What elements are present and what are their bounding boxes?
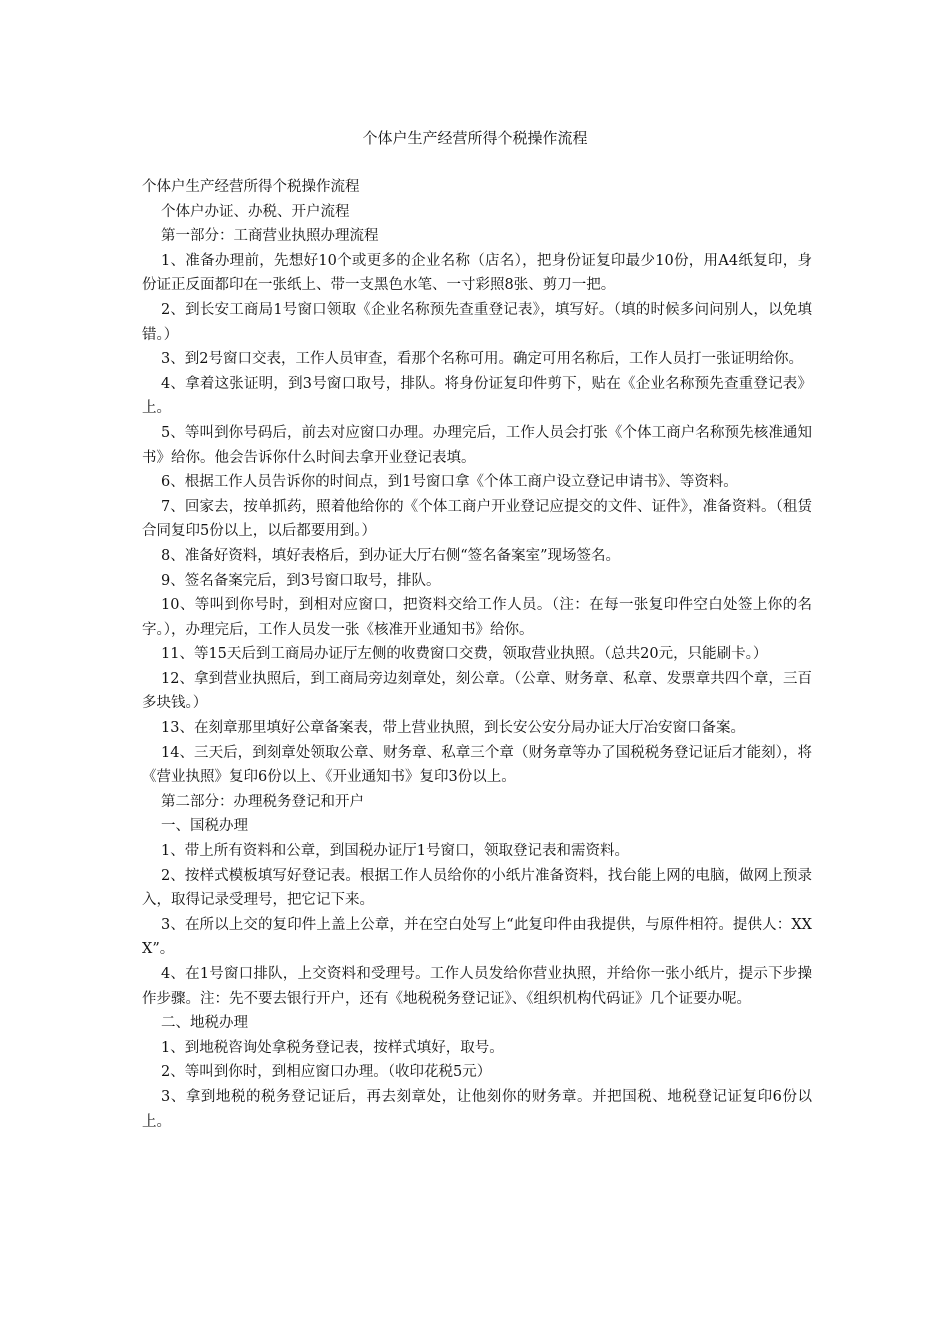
paragraph-step: 3、到2号窗口交表，工作人员审查，看那个名称可用。确定可用名称后，工作人员打一张证明给你。	[161, 351, 803, 368]
paragraph-step: 9、签名备案完后，到3号窗口取号，排队。	[161, 572, 441, 589]
paragraph-step: 1、到地税咨询处拿税务登记表，按样式填好，取号。	[161, 1039, 504, 1056]
paragraph-step: 4、在1号窗口排队，上交资料和受理号。工作人员发给你营业执照，并给你一张小纸片，提示下步操作步骤。注：先不要去银行开户，还有《地税税务登记证》、《组织机构代码证》几个证要办呢。	[142, 966, 812, 1007]
paragraph-step: 12、拿到营业执照后，到工商局旁边刻章处，刻公章。（公章、财务章、私章、发票章共四个章，三百多块钱。）	[142, 670, 812, 712]
paragraph-step: 11、等15天后到工商局办证厅左侧的收费窗口交费，领取营业执照。（总共20元，只能刷卡。）	[161, 646, 768, 663]
paragraph-step: 1、带上所有资料和公章，到国税办证厅1号窗口，领取登记表和需资料。	[161, 843, 629, 860]
paragraph-step: 1、准备办理前，先想好10个或更多的企业名称（店名），把身份证复印最少10份，用A4纸复印，身份证正反面都印在一张纸上、带一支黑色水笔、一寸彩照8张、剪刀一把。	[142, 252, 812, 294]
paragraph-step: 3、在所以上交的复印件上盖上公章，并在空白处写上“此复印件由我提供，与原件相符。提供人：XXX”。	[142, 916, 812, 958]
paragraph-step: 8、准备好资料，填好表格后，到办证大厅右侧“签名备案室”现场签名。	[161, 547, 621, 564]
subsection-heading-local-tax: 二、地税办理	[161, 1015, 248, 1032]
document-body	[142, 175, 812, 1134]
section-heading-part-two: 第二部分：办理税务登记和开户	[161, 793, 364, 810]
paragraph-subheading: 个体户办证、办税、开户流程	[161, 203, 350, 220]
paragraph-step: 2、等叫到你时，到相应窗口办理。（收印花税5元）	[161, 1064, 492, 1081]
paragraph-heading: 个体户生产经营所得个税操作流程	[142, 179, 360, 195]
paragraph-step: 6、根据工作人员告诉你的时间点，到1号窗口拿《个体工商户设立登记申请书》、等资料。	[161, 474, 738, 491]
paragraph-step: 2、按样式模板填写好登记表。根据工作人员给你的小纸片准备资料，找台能上网的电脑，做网上预录入，取得记录受理号，把它记下来。	[142, 867, 812, 909]
document-title: 个体户生产经营所得个税操作流程	[362, 129, 588, 147]
section-heading-part-one: 第一部分：工商营业执照办理流程	[161, 228, 379, 245]
paragraph-step: 14、三天后，到刻章处领取公章、财务章、私章三个章（财务章等办了国税税务登记证后才能刻），将《营业执照》复印6份以上、《开业通知书》复印3份以上。	[142, 744, 812, 786]
subsection-heading-national-tax: 一、国税办理	[161, 818, 248, 835]
paragraph-step: 13、在刻章那里填好公章备案表，带上营业执照，到长安公安分局办证大厅冶安窗口备案。	[161, 720, 745, 737]
paragraph-step: 3、拿到地税的税务登记证后，再去刻章处，让他刻你的财务章。并把国税、地税登记证复印6份以上。	[142, 1088, 812, 1130]
paragraph-step: 10、等叫到你号时，到相对应窗口，把资料交给工作人员。（注：在每一张复印件空白处签上你的名字。），办理完后，工作人员发一张《核准开业通知书》给你。	[142, 597, 812, 638]
paragraph-step: 7、回家去，按单抓药，照着他给你的《个体工商户开业登记应提交的文件、证件》，准备资料。（租赁合同复印5份以上，以后都要用到。）	[142, 498, 812, 540]
paragraph-step: 5、等叫到你号码后，前去对应窗口办理。办理完后，工作人员会打张《个体工商户名称预先核准通知书》给你。他会告诉你什么时间去拿开业登记表填。	[142, 424, 812, 466]
paragraph-step: 2、到长安工商局1号窗口领取《企业名称预先查重登记表》，填写好。（填的时候多问问别人，以免填错。）	[142, 301, 812, 343]
paragraph-step: 4、拿着这张证明，到3号窗口取号，排队。将身份证复印件剪下，贴在《企业名称预先查重登记表》上。	[142, 375, 812, 417]
